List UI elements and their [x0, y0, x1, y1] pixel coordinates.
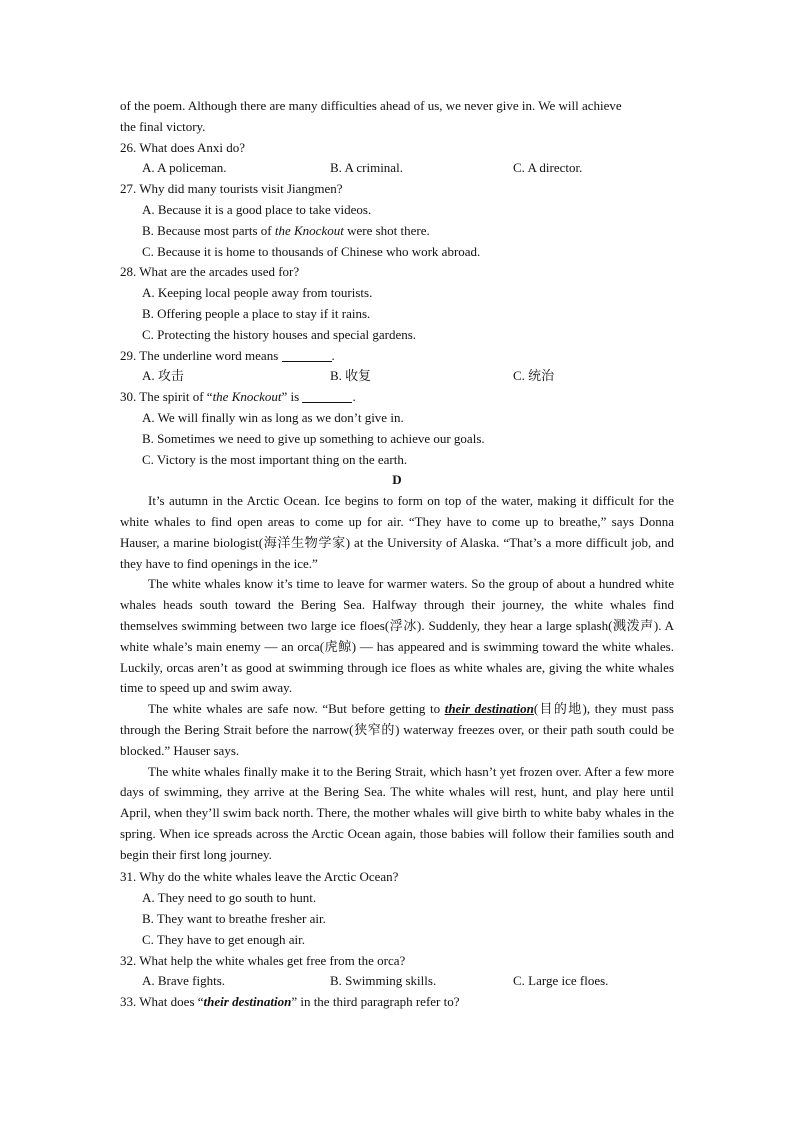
option-a: A. A policeman.: [142, 160, 227, 176]
option-a: A. 攻击: [142, 368, 184, 384]
question-number: 28.: [120, 264, 137, 280]
question-number: 26.: [120, 139, 137, 155]
question-31: [120, 867, 674, 950]
intro-line-2: the final victory.: [120, 118, 206, 134]
film-title: the Knockout: [212, 389, 282, 405]
option-c: C. Because it is home to thousands of Chinese who work abroad.: [142, 243, 481, 259]
options-row: [120, 366, 674, 387]
option-c: C. A director.: [513, 160, 583, 176]
question-32: [120, 951, 674, 993]
question-text: Why did many tourists visit Jiangmen?: [139, 181, 343, 197]
question-text: What are the arcades used for?: [139, 264, 300, 280]
passage-paragraph-3: The white whales are safe now. “But before getting to their destination(目的地), they must pass through the Bering Strait before the narrow(狭窄的) waterway freezes over, or their path south could be blocked.” Hauser says.: [120, 701, 674, 758]
options-row: [120, 971, 674, 992]
film-title: the Knockout: [274, 222, 344, 238]
option-c: C. 统治: [513, 368, 555, 384]
option-b: B. Sometimes we need to give up something to achieve our goals.: [142, 430, 485, 446]
passage-paragraph-4: The white whales finally make it to the Bering Strait, which hasn’t yet frozen over. After a few more days of swimming, they arrive at the Bering Sea. The white whales will rest, hunt, and play here until April, when they’ll swim back north. There, the mother whales will give birth to white baby whales in the spring. When ice spreads across the Arctic Ocean again, those babies will follow their families south and begin their first long journey.: [120, 763, 674, 862]
passage-paragraph-2: The white whales know it’s time to leave for warmer waters. So the group of about a hundred white whales heads south toward the Bering Sea. Halfway through their journey, the white whales find themselves swimming between two large ice floes(浮冰). Suddenly, they hear a large splash(溅泼声). A white whale’s main enemy — an orca(虎鲸) — has appeared and is swimming toward the white whales. Luckily, orcas aren’t as good at swimming through ice floes as white whales are, giving the white whales time to speed up and swim away.: [120, 576, 674, 696]
question-33: 33. What does “their destination” in the third paragraph refer to?: [120, 994, 460, 1010]
question-number: 33.: [120, 994, 137, 1010]
question-number: 32.: [120, 952, 137, 968]
option-c: C. Victory is the most important thing on the earth.: [142, 451, 408, 467]
option-c: C. They have to get enough air.: [142, 931, 305, 947]
question-text: Why do the white whales leave the Arctic Ocean?: [139, 869, 399, 885]
intro-line-1: of the poem. Although there are many difficulties ahead of us, we never give in. We will achieve: [120, 98, 622, 113]
question-28: [120, 262, 674, 345]
option-b: B. Offering people a place to stay if it rains.: [142, 305, 371, 321]
question-text: What help the white whales get free from the orca?: [139, 952, 406, 968]
option-c: C. Large ice floes.: [513, 973, 609, 989]
answer-blank: [302, 389, 352, 403]
option-b: B. Swimming skills.: [330, 973, 437, 989]
question-30: 30. The spirit of “the Knockout” is . A. We will finally win as long as we don’t give in. B. Sometimes we need to give up something to achieve our goals. C. Victory is the most important thing on the earth.: [120, 387, 674, 470]
page-content: [120, 96, 674, 1013]
section-heading: D: [392, 472, 402, 488]
question-29: 29. The underline word means . A. 攻击 B. 收复 C. 统治: [120, 346, 674, 388]
question-text: What does Anxi do?: [139, 139, 246, 155]
option-a: A. Because it is a good place to take videos.: [142, 201, 372, 217]
answer-blank: [282, 348, 332, 362]
option-b: B. 收复: [330, 368, 372, 384]
question-27: [120, 179, 674, 262]
options-row: [120, 158, 674, 179]
question-number: 27.: [120, 181, 137, 197]
question-number: 30.: [120, 389, 137, 405]
option-a: A. Brave fights.: [142, 973, 226, 989]
question-number: 29.: [120, 347, 137, 363]
option-a: A. They need to go south to hunt.: [142, 890, 317, 906]
question-26: [120, 138, 674, 180]
option-b: B. They want to breathe fresher air.: [142, 911, 326, 927]
option-a: A. We will finally win as long as we don’t give in.: [142, 409, 404, 425]
option-b: B. Because most parts of the Knockout were shot there.: [142, 222, 430, 238]
question-number: 31.: [120, 869, 137, 885]
option-a: A. Keeping local people away from tourists.: [142, 285, 373, 301]
underlined-phrase: their destination: [444, 701, 534, 717]
option-c: C. Protecting the history houses and special gardens.: [142, 326, 417, 342]
referenced-phrase: their destination: [203, 994, 292, 1010]
option-b: B. A criminal.: [330, 160, 403, 176]
question-text: The underline word means: [139, 347, 279, 363]
passage-paragraph-1: It’s autumn in the Arctic Ocean. Ice begins to form on top of the water, making it difficult for the white whales to find open areas to come up for air. “They have to come up to breathe,” says Donna Hauser, a marine biologist(海洋生物学家) at the University of Alaska. “That’s a more difficult job, and they have to find openings in the ice.”: [120, 493, 674, 571]
